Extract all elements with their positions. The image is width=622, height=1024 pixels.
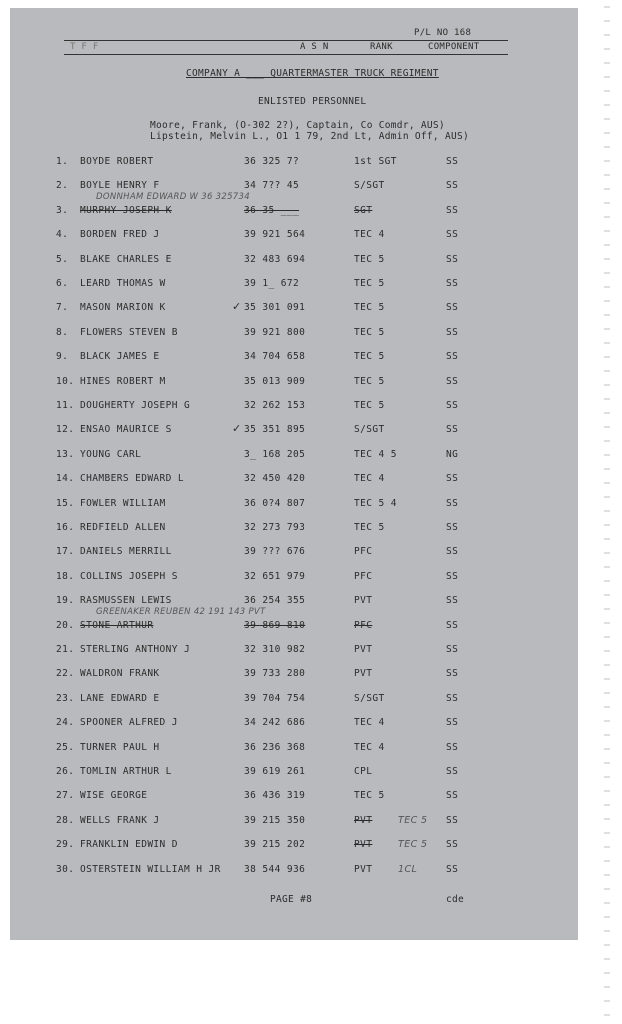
component: SS [446,741,459,753]
table-row [0,376,568,390]
component: SS [446,180,459,192]
handwritten-rank-correction: TEC 5 [398,839,428,851]
row-number: 25. [56,741,75,753]
table-row [0,156,568,170]
member-name: DANIELS MERRILL [80,546,172,558]
rank: TEC 4 [354,473,385,485]
table-row [0,302,568,316]
component: SS [446,839,459,851]
serial-number: 35 013 909 [244,375,306,387]
row-number: 7. [56,302,69,314]
member-name: BLAKE CHARLES E [80,253,172,265]
rank: PFC [354,570,373,582]
header-asn: A S N [300,42,329,52]
row-number: 23. [56,692,75,704]
component: SS [446,473,459,485]
member-name: BLACK JAMES E [80,351,160,363]
table-row [0,571,568,585]
rank: TEC 5 [354,522,385,533]
member-name: BORDEN FRED J [80,229,160,241]
member-name: MASON MARION K [80,302,166,314]
member-name: WISE GEORGE [80,790,148,802]
rank: PVT [354,814,373,826]
table-row [0,424,568,438]
officer-line-2: Lipstein, Melvin L., O1 1 79, 2nd Lt, Admin Off, AUS) [150,131,470,142]
member-name: LEARD THOMAS W [80,278,166,289]
row-number: 13. [56,448,75,460]
member-name: TOMLIN ARTHUR L [80,766,172,777]
row-number: 28. [56,814,75,826]
component: SS [446,253,459,265]
serial-number: 39 215 350 [244,814,306,826]
check-mark-icon: ✓ [232,300,242,314]
component: SS [446,717,459,729]
header-rule-top [64,40,508,41]
page-title: COMPANY A ___ QUARTERMASTER TRUCK REGIMENT [186,68,439,79]
rank: PVT [354,668,373,680]
serial-number: 39 619 261 [244,766,306,777]
footer-initials: cde [446,894,465,905]
row-number: 1. [56,156,69,167]
member-name: HINES ROBERT M [80,375,166,387]
serial-number: 39 1_ 672 [244,278,300,289]
member-name: TURNER PAUL H [80,741,160,753]
serial-number: 32 273 793 [244,522,306,533]
table-row [0,327,568,341]
table-row [0,620,568,634]
component: SS [446,595,459,607]
component: SS [446,668,459,680]
table-row [0,180,568,194]
row-number: 21. [56,644,75,655]
table-row [0,278,568,292]
row-number: 22. [56,668,75,680]
table-row [0,473,568,487]
serial-number: 36 35 ___ [244,204,300,216]
row-number: 20. [56,619,75,631]
table-row [0,766,568,780]
officer-line-1: Moore, Frank, (O-302 2?), Captain, Co Comdr, AUS) [150,120,445,131]
table-row [0,522,568,536]
member-name: MURPHY JOSEPH K [80,204,172,216]
rank: TEC 5 [354,375,385,387]
handwritten-rank-correction: 1CL [398,863,418,875]
member-name: OSTERSTEIN WILLIAM H JR [80,863,221,875]
rank: SGT [354,204,373,216]
rank: TEC 5 [354,351,385,363]
component: SS [446,204,459,216]
member-name: LANE EDWARD E [80,692,160,704]
member-name: COLLINS JOSEPH S [80,570,178,582]
serial-number: 34 242 686 [244,717,306,729]
row-number: 12. [56,424,75,436]
header-rule-bottom [64,54,508,55]
member-name: BOYDE ROBERT [80,156,154,167]
handwritten-replacement-note: GREENAKER REUBEN 42 191 143 PVT [96,607,266,618]
row-number: 15. [56,497,75,509]
handwritten-replacement-note: DONNHAM EDWARD W 36 325734 [96,192,250,203]
table-row [0,815,568,829]
serial-number: 32 450 420 [244,473,306,485]
table-row [0,693,568,707]
serial-number: 34 704 658 [244,351,306,363]
serial-number: 39 704 754 [244,692,306,704]
member-name: STERLING ANTHONY J [80,644,191,655]
table-row [0,449,568,463]
member-name: SPOONER ALFRED J [80,717,178,729]
serial-number: 32 651 979 [244,570,306,582]
component: SS [446,497,459,509]
row-number: 29. [56,839,75,851]
component: SS [446,424,459,436]
component: NG [446,448,459,460]
table-row [0,668,568,682]
row-number: 2. [56,180,69,192]
rank: S/SGT [354,180,385,192]
member-name: BOYLE HENRY F [80,180,160,192]
table-row [0,498,568,512]
row-number: 3. [56,204,69,216]
row-number: 6. [56,278,69,289]
component: SS [446,790,459,802]
corner-reference: P/L NO 168 [414,28,472,38]
serial-number: 38 544 936 [244,863,306,875]
member-name: FRANKLIN EDWIN D [80,839,178,851]
serial-number: 36 0?4 807 [244,497,306,509]
member-name: FLOWERS STEVEN B [80,326,178,338]
serial-number: 36 254 355 [244,595,306,607]
member-name: YOUNG CARL [80,448,142,460]
binding-edge [604,0,610,1024]
page-subtitle: ENLISTED PERSONNEL [258,96,367,107]
table-row [0,351,568,365]
component: SS [446,156,459,167]
rank: PFC [354,546,373,558]
component: SS [446,814,459,826]
rank: TEC 5 4 [354,497,397,509]
rank: TEC 5 [354,790,385,802]
rank: PVT [354,863,373,875]
component: SS [446,644,459,655]
serial-number: 36 436 319 [244,790,306,802]
rank: PVT [354,595,373,607]
row-number: 17. [56,546,75,558]
component: SS [446,278,459,289]
member-name: WELLS FRANK J [80,814,160,826]
serial-number: 34 7?? 45 [244,180,300,192]
table-row [0,254,568,268]
rank: TEC 4 5 [354,448,397,460]
row-number: 8. [56,326,69,338]
row-number: 30. [56,863,75,875]
table-row [0,839,568,853]
serial-number: 39 215 202 [244,839,306,851]
row-number: 5. [56,253,69,265]
member-name: FOWLER WILLIAM [80,497,166,509]
row-number: 26. [56,766,75,777]
row-number: 18. [56,570,75,582]
component: SS [446,863,459,875]
serial-number: 36 236 368 [244,741,306,753]
member-name: CHAMBERS EDWARD L [80,473,185,485]
row-number: 4. [56,229,69,241]
rank: S/SGT [354,424,385,436]
rank: CPL [354,766,373,777]
table-row [0,400,568,414]
row-number: 14. [56,473,75,485]
table-row [0,644,568,658]
serial-number: 35 351 895 [244,424,306,436]
component: SS [446,229,459,241]
rank: TEC 5 [354,326,385,338]
rank: TEC 5 [354,400,385,411]
serial-number: 39 921 564 [244,229,306,241]
member-name: DOUGHERTY JOSEPH G [80,400,191,411]
rank: 1st SGT [354,156,397,167]
table-row [0,864,568,878]
component: SS [446,302,459,314]
serial-number: 39 733 280 [244,668,306,680]
row-number: 16. [56,522,75,533]
row-number: 11. [56,400,75,411]
serial-number: 32 483 694 [244,253,306,265]
rank: TEC 4 [354,229,385,241]
rank: S/SGT [354,692,385,704]
handwritten-rank-correction: TEC 5 [398,814,428,826]
table-row [0,546,568,560]
row-number: 19. [56,595,75,607]
header-component: COMPONENT [428,42,480,52]
header-marks: T F F [70,42,99,52]
header-rank: RANK [370,42,393,52]
table-row [0,717,568,731]
row-number: 27. [56,790,75,802]
component: SS [446,326,459,338]
member-name: ENSAO MAURICE S [80,424,172,436]
serial-number: 39 869 810 [244,619,306,631]
rank: PVT [354,644,373,655]
serial-number: 36 325 7? [244,156,300,167]
serial-number: 39 921 800 [244,326,306,338]
table-row [0,742,568,756]
component: SS [446,546,459,558]
rank: TEC 5 [354,278,385,289]
serial-number: 35 301 091 [244,302,306,314]
member-name: RASMUSSEN LEWIS [80,595,172,607]
table-row [0,790,568,804]
component: SS [446,570,459,582]
member-name: STONE ARTHUR [80,619,154,631]
member-name: REDFIELD ALLEN [80,522,166,533]
serial-number: 32 262 153 [244,400,306,411]
row-number: 9. [56,351,69,363]
rank: TEC 4 [354,741,385,753]
row-number: 10. [56,375,75,387]
serial-number: 3_ 168 205 [244,448,306,460]
table-row [0,229,568,243]
row-number: 24. [56,717,75,729]
rank: TEC 4 [354,717,385,729]
table-row [0,205,568,219]
member-name: WALDRON FRANK [80,668,160,680]
component: SS [446,766,459,777]
component: SS [446,351,459,363]
rank: TEC 5 [354,253,385,265]
rank: PVT [354,839,373,851]
component: SS [446,692,459,704]
table-row [0,595,568,609]
component: SS [446,375,459,387]
rank: PFC [354,619,373,631]
component: SS [446,522,459,533]
serial-number: 39 ??? 676 [244,546,306,558]
rank: TEC 5 [354,302,385,314]
page-footer: PAGE #8 [270,894,313,905]
component: SS [446,619,459,631]
check-mark-icon: ✓ [232,422,242,436]
component: SS [446,400,459,411]
serial-number: 32 310 982 [244,644,306,655]
